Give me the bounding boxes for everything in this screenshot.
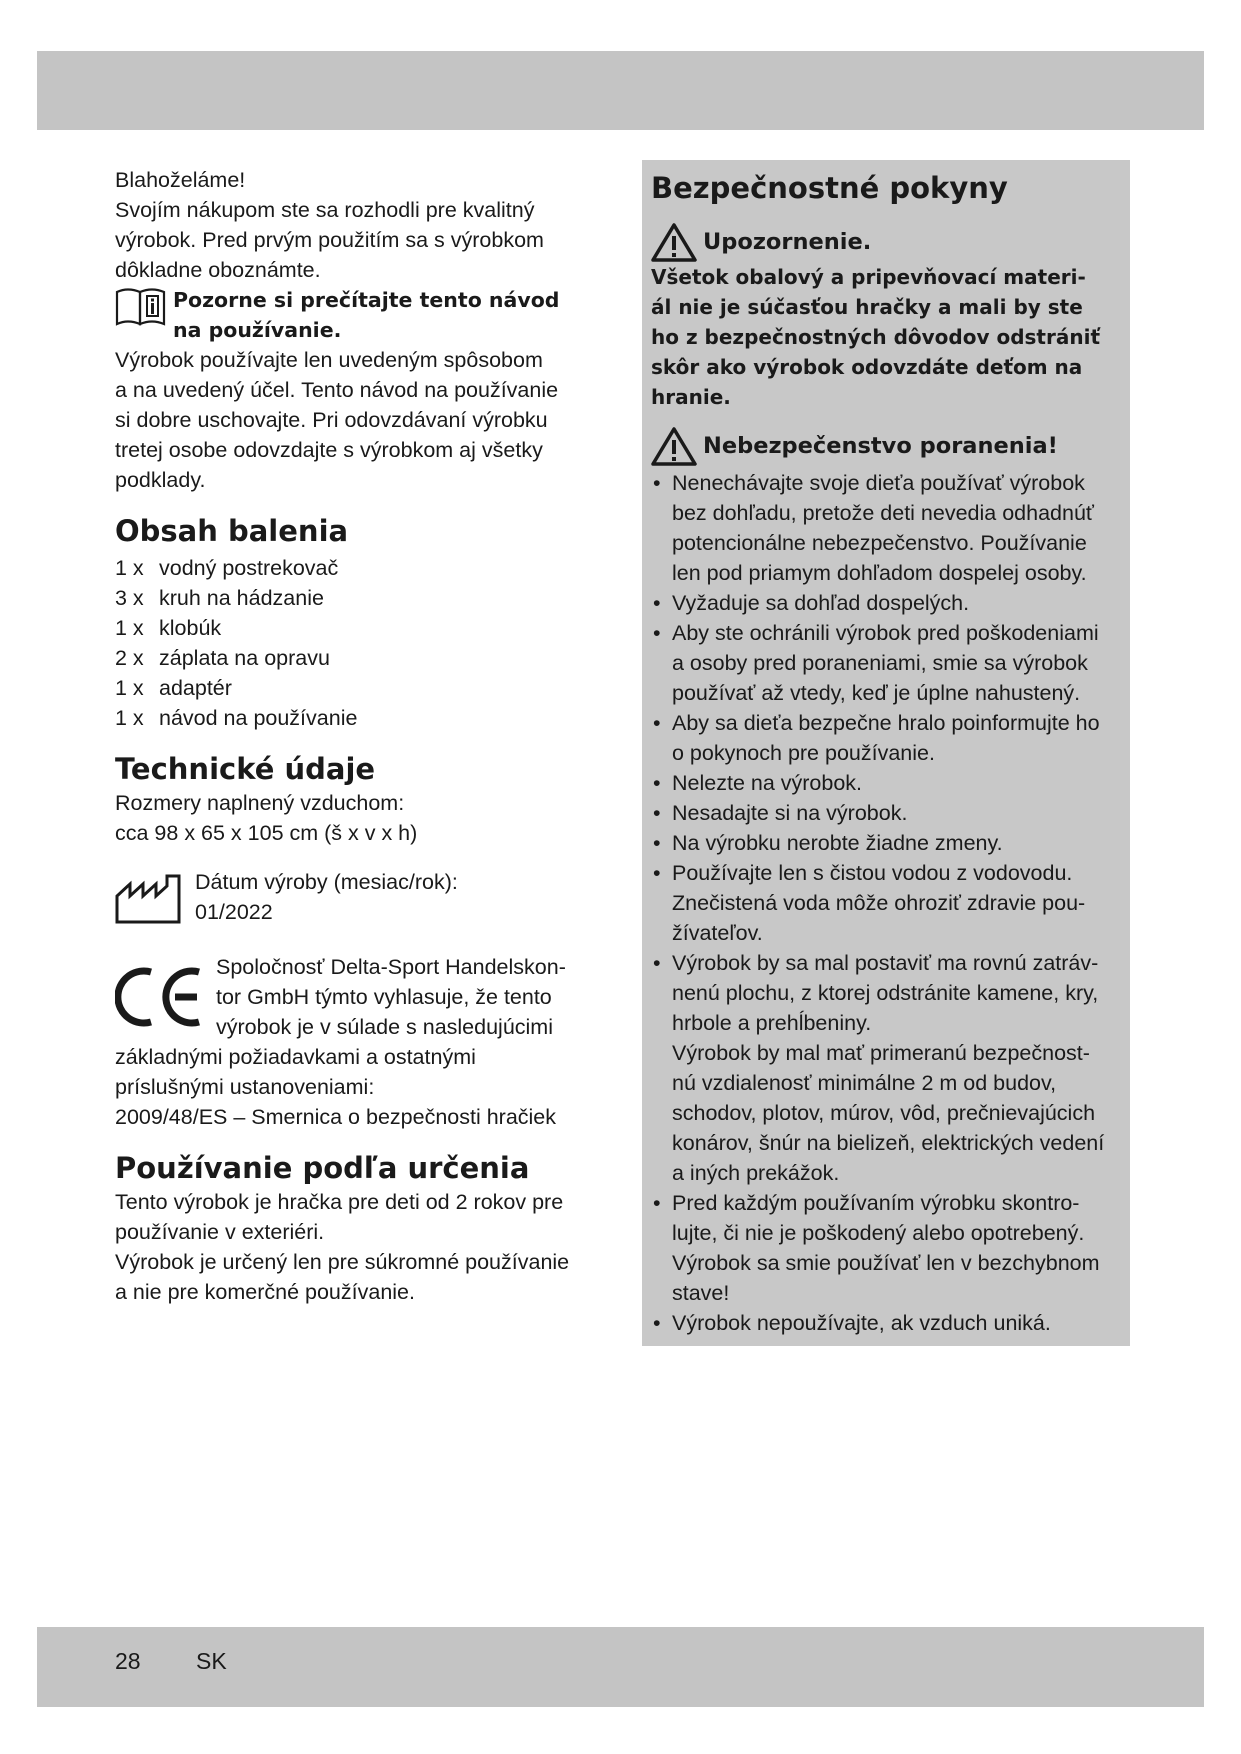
warning-heading: Upozornenie. (651, 222, 1120, 262)
safety-panel (642, 160, 1130, 1346)
safety-heading: Bezpečnostné pokyny (651, 171, 1008, 205)
warning-triangle-icon (651, 426, 697, 466)
list-item: • Používajte len s čistou vodou z vodovodu. Znečistená voda môže ohroziť zdravie pou- žívateľov. (651, 858, 1120, 948)
language-code: SK (196, 1648, 227, 1674)
warning-text: Všetok obalový a pripevňovací materi- ál nie je súčasťou hračky a mali by ste ho z bezpečnostných dôvodov odstrániť skôr ako výrobok odovzdáte deťom na hranie. (651, 265, 1101, 409)
list-item: 1 x vodný postrekovač (115, 556, 339, 580)
tech-heading: Technické údaje (115, 752, 376, 786)
manufacture-date: Dátum výroby (mesiac/rok): 01/2022 (115, 860, 595, 927)
danger-heading: Nebezpečenstvo poranenia! (651, 426, 1120, 466)
list-item: 3 x kruh na hádzanie (115, 586, 324, 610)
intro-text: Blahoželáme! Svojím nákupom ste sa rozhodli pre kvalitný výrobok. Pred prvým použitím sa s výrobkom dôkladne oboznámte. (115, 168, 544, 282)
list-item: 2 x záplata na opravu (115, 646, 330, 670)
list-item: • Nesadajte si na výrobok. (651, 798, 1120, 828)
intended-use-heading: Používanie podľa určenia (115, 1151, 530, 1185)
list-item: • Nelezte na výrobok. (651, 768, 1120, 798)
usage-intro-text: Výrobok používajte len uvedeným spôsobom a na uvedený účel. Tento návod na používanie si dobre uschovajte. Pri odovzdávaní výrobku tretej osobe odovzdajte s výrobkom aj všetky podklady. (115, 348, 559, 492)
list-item: 1 x adaptér (115, 676, 232, 700)
left-column (115, 165, 595, 1307)
ce-mark-icon (115, 964, 205, 1030)
list-item: • Nenechávajte svoje dieťa používať výrobok bez dohľadu, pretože deti nevedia odhadnúť potencionálne nebezpečenstvo. Používanie len pod priamym dohľadom dospelej osoby. (651, 468, 1120, 588)
list-item: Výrobok by mal mať primeranú bezpečnost- nú vzdialenosť minimálne 2 m od budov, schodov, plotov, múrov, vôd, prečnievajúcich konárov, šnúr na bielizeň, elektrických vedení a iných prekážok. (672, 1041, 1105, 1185)
list-item: • Výrobok nepoužívajte, ak vzduch uniká. (651, 1308, 1120, 1338)
list-item: 1 x návod na používanie (115, 706, 358, 730)
manufacture-date-icon (115, 874, 183, 924)
manual-book-icon (115, 286, 167, 326)
safety-bullet-list (651, 468, 1120, 1338)
list-item: • Na výrobku nerobte žiadne zmeny. (651, 828, 1120, 858)
list-item: • Aby sa dieťa bezpečne hralo poinformujte ho o pokynoch pre používanie. (651, 708, 1120, 768)
warning-triangle-icon (651, 222, 697, 262)
list-item: • Pred každým používaním výrobku skontro- lujte, či nie je poškodený alebo opotrebený. Výrobok sa smie používať len v bezchybnom stave! (651, 1188, 1120, 1308)
read-manual-note: Pozorne si prečítajte tento návod na používanie. (115, 285, 595, 345)
list-item: • Aby ste ochránili výrobok pred poškodeniami a osoby pred poraneniami, smie sa výrobok používať až vtedy, keď je úplne nahustený. (651, 618, 1120, 708)
header-band (37, 51, 1204, 130)
ce-declaration-continued: základnými požiadavkami a ostatnými príslušnými ustanoveniami: 2009/48/ES – Smernica o bezpečnosti hračiek (115, 1045, 557, 1129)
list-item: 1 x klobúk (115, 616, 222, 640)
ce-declaration: Spoločnosť Delta-Sport Handelskon- tor GmbH týmto vyhlasuje, že tento výrobok je v súlade s nasledujúcimi (115, 952, 595, 1042)
page-number: 28 (115, 1648, 141, 1674)
contents-list (115, 553, 595, 733)
tech-text: Rozmery naplnený vzduchom: cca 98 x 65 x 105 cm (š x v x h) (115, 791, 418, 845)
list-item: • Vyžaduje sa dohľad dospelých. (651, 588, 1120, 618)
intended-use-text: Tento výrobok je hračka pre deti od 2 rokov pre používanie v exteriéri. Výrobok je určený len pre súkromné používanie a nie pre komerčné používanie. (115, 1190, 570, 1304)
contents-heading: Obsah balenia (115, 514, 349, 548)
list-item: • Výrobok by sa mal postaviť ma rovnú zatráv- nenú plochu, z ktorej odstránite kamene, kry, hrbole a prehĺbeniny. (651, 948, 1120, 1038)
